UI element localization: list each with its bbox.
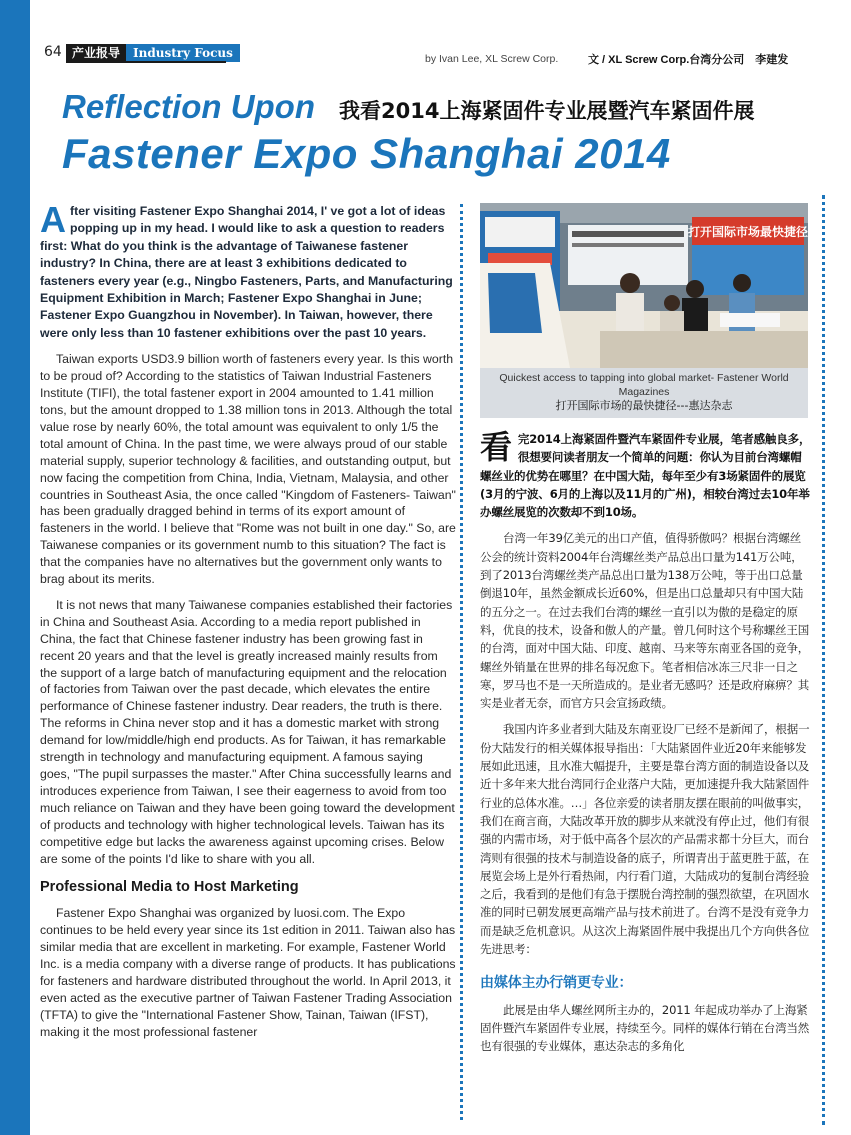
body-paragraph-zh-2: 我国内许多业者到大陆及东南亚设厂已经不是新闻了，根据一份大陆发行的相关媒体报导指出：「大陆紧固件业近20年来能够发展如此迅速，且水准大幅提升，主要是靠台湾方面的制造设备以及近十多年来大批台湾同行企业落户大陆，更加速提升我大陆紧固件行业的总体水准。…」各位亲爱的读者朋友摆在眼前的叫做事实，我们在商言商，大陆改革开放的脚步从来就没有停止过，他们有很强的内需市场，对于低中高各个层次的产品需求都十分巨大，而台湾则有很强的技术与制造设备的底子，所谓青出于蓝更胜于蓝，在展览会场上是外行看热闹，内行看门道，大陆成功的复制台湾经验之后，我看到的是他们有急于摆脱台湾控制的强烈欲望，在巩固水准的同时已朝发展更高端产品与技术前进了。台湾不是没有竞争力而是缺乏危机意识。从这次上海紧固件展中我提出几个方向供各位先进思考： xyxy=(480,722,810,957)
caption-zh: 打开国际市场的最快捷径---惠达杂志 xyxy=(555,399,733,412)
section-tag xyxy=(66,44,240,62)
lead-paragraph-zh xyxy=(480,430,811,521)
body-paragraph-en-2: It is not news that many Taiwanese companies established their factories in China and Southeast Asia. According to a media report published in China, the fact that Chinese fastener industry has been growing fast in recent 20 years and that the level is greatly increased mainly results from the support of a large batch of manufacturing equipment and the relocation of factories from Taiwan over the past decade, which elevates the entire performance of Chinese fastener industry. Dear readers, the truth is there. The reforms in China never stop and it has a domestic market with strong demand for low/middle/high end products. As for Taiwan, it has remarkable strength in technology and manufacturing equipment. A famous saying goes, "The pupil surpasses the master." After China successfully learns and introduces experience from Taiwan, I see their eagerness to avoid from too much reliance on Taiwan and they have been going toward the development of products and technology with higher technological levels. Taiwan has its competitive edge but lacks the awareness against upcoming crises. Below are some of the points I'd like to share with you all. xyxy=(40,597,455,866)
article-chinese-column xyxy=(480,430,811,1056)
byline-zh: 文 / XL Screw Corp.台湾分公司 李建发 xyxy=(588,54,789,66)
expo-booth-photo xyxy=(480,203,808,368)
left-margin-stripe xyxy=(0,0,30,1135)
title-en-line2: Fastener Expo Shanghai 2014 xyxy=(62,130,671,177)
body-paragraph-en-3: Fastener Expo Shanghai was organized by luosi.com. The Expo continues to be held every year since its 1st edition in 2011. Taiwan also has similar media that are excellent in marketing. For example, Fastener World Inc. is a media company with a diverse range of products. It has publications for fasteners and hardware distributed throughout the world. In April 2013, it even acted as the executive partner of Taiwan Fastener Trading Association (TFTA) to give the "International Fastener Show, Tainan, Taiwan (IFST), making it the most professional fastener xyxy=(40,906,456,1039)
body-paragraph-zh-1: 台湾一年39亿美元的出口产值，值得骄傲吗？根据台湾螺丝公会的统计资料2004年台湾螺丝类产品总出口量为141万公吨，到了2013台湾螺丝类产品总出口量为138万公吨，等于出口总量倒退10年，虽然金额成长近60%，但是出口总量却只有中国大陆的五分之一。在过去我们台湾的螺丝一直引以为傲的是稳定的原料，优良的技术，设备和傲人的产量。曾几何时这个号称螺丝王国的台湾，面对中国大陆、印度、越南、马来等东南亚各国的竞争，螺丝外销量在世界的排名每况愈下。笔者相信冰冻三尺非一日之寒，罗马也不是一天所造成的。是业者无感吗？还是政府麻痹？其实是业者无奈，而官方只会宣扬政绩。 xyxy=(480,531,810,711)
page-header xyxy=(44,44,804,66)
dropcap-zh: 看 xyxy=(480,428,512,466)
section-tag-en: Industry Focus xyxy=(126,44,240,62)
dropcap-en: A xyxy=(40,199,66,240)
byline-en: by Ivan Lee, XL Screw Corp. xyxy=(425,53,559,65)
body-paragraph-zh-3: 此展是由华人螺丝网所主办的，2011 年起成功举办了上海紧固件暨汽车紧固件专业展，持续至今。同样的媒体行销在台湾当然也有很强的专业媒体，惠达杂志的多角化 xyxy=(480,1002,810,1054)
caption-en: Quickest access to tapping into global market- Fastener World Magazines xyxy=(499,372,789,398)
lead-text-zh: 完2014上海紧固件暨汽车紧固件专业展，笔者感触良多，很想要问读者朋友一个简单的问题：你认为目前台湾螺帽螺丝业的优势在哪里？在中国大陆，每年至少有3场紧固件的展览(3月的宁波、6月的上海以及11月的广州)，相较台湾过去10年举办螺丝展览的次数却不到10场。 xyxy=(480,432,811,520)
right-dotted-border xyxy=(822,195,826,1125)
photo-block xyxy=(480,203,808,418)
booth-banner-text: 打开国际市场最快捷径 xyxy=(687,225,808,239)
title-zh: 我看2014上海紧固件专业展暨汽车紧固件展 xyxy=(339,99,755,123)
page-number: 64 xyxy=(44,44,62,60)
lead-text-en: fter visiting Fastener Expo Shanghai 2014, I' ve got a lot of ideas popping up in my head. I would like to ask a question to readers first: What do you think is the advantage of Taiwanese fastener industry? In China, there are at least 3 exhibitions dedicated to fasteners every year (e.g., Ningbo Fasteners, Parts, and Manufacturing Equipment Exhibition in March; Fastener Expo Shanghai in June; Fastener Expo Guangzhou in November). In Taiwan, however, there were only less than 10 fastener exhibitions over the past 10 years. xyxy=(40,204,453,340)
lead-paragraph-en xyxy=(40,199,456,342)
subheading-zh: 由媒体主办行销更专业： xyxy=(480,975,633,992)
header-rule xyxy=(66,61,226,63)
section-tag-zh: 产业报导 xyxy=(66,44,126,62)
photo-caption xyxy=(480,371,808,413)
article-english-column xyxy=(40,199,456,1041)
body-paragraph-en-1: Taiwan exports USD3.9 billion worth of fasteners every year. Is this worth to be proud of? According to the statistics of Taiwan Industrial Fasteners Institute (TIFI), the total fastener export in 2004 amounted to 1.41 million tons, but the amount dropped to 1.38 million tons in 2013. Although the total value rose by nearly 60%, the total amount was equivalent to only 1/5 the total amount of China. In the past time, we were always proud of our stable material supply, superior technology & facilities, and outstanding output, but now facing the competition from China, India, Vietnam, Malaysia, and other countries in Southeast Asia, the once called "Kingdom of Fasteners- Taiwan" has been gradually dragged behind in terms of its export amount of fasteners in the world. I believe that "Rome was not built in one day." So, are Taiwanese companies or its government numb to this situation? The fact is that the companies have no alternatives but the government only wants to brag about its merits. xyxy=(40,352,456,587)
subheading-en: Professional Media to Host Marketing xyxy=(40,879,299,896)
title-en-line1: Reflection Upon xyxy=(62,88,315,125)
column-divider xyxy=(460,204,464,1120)
